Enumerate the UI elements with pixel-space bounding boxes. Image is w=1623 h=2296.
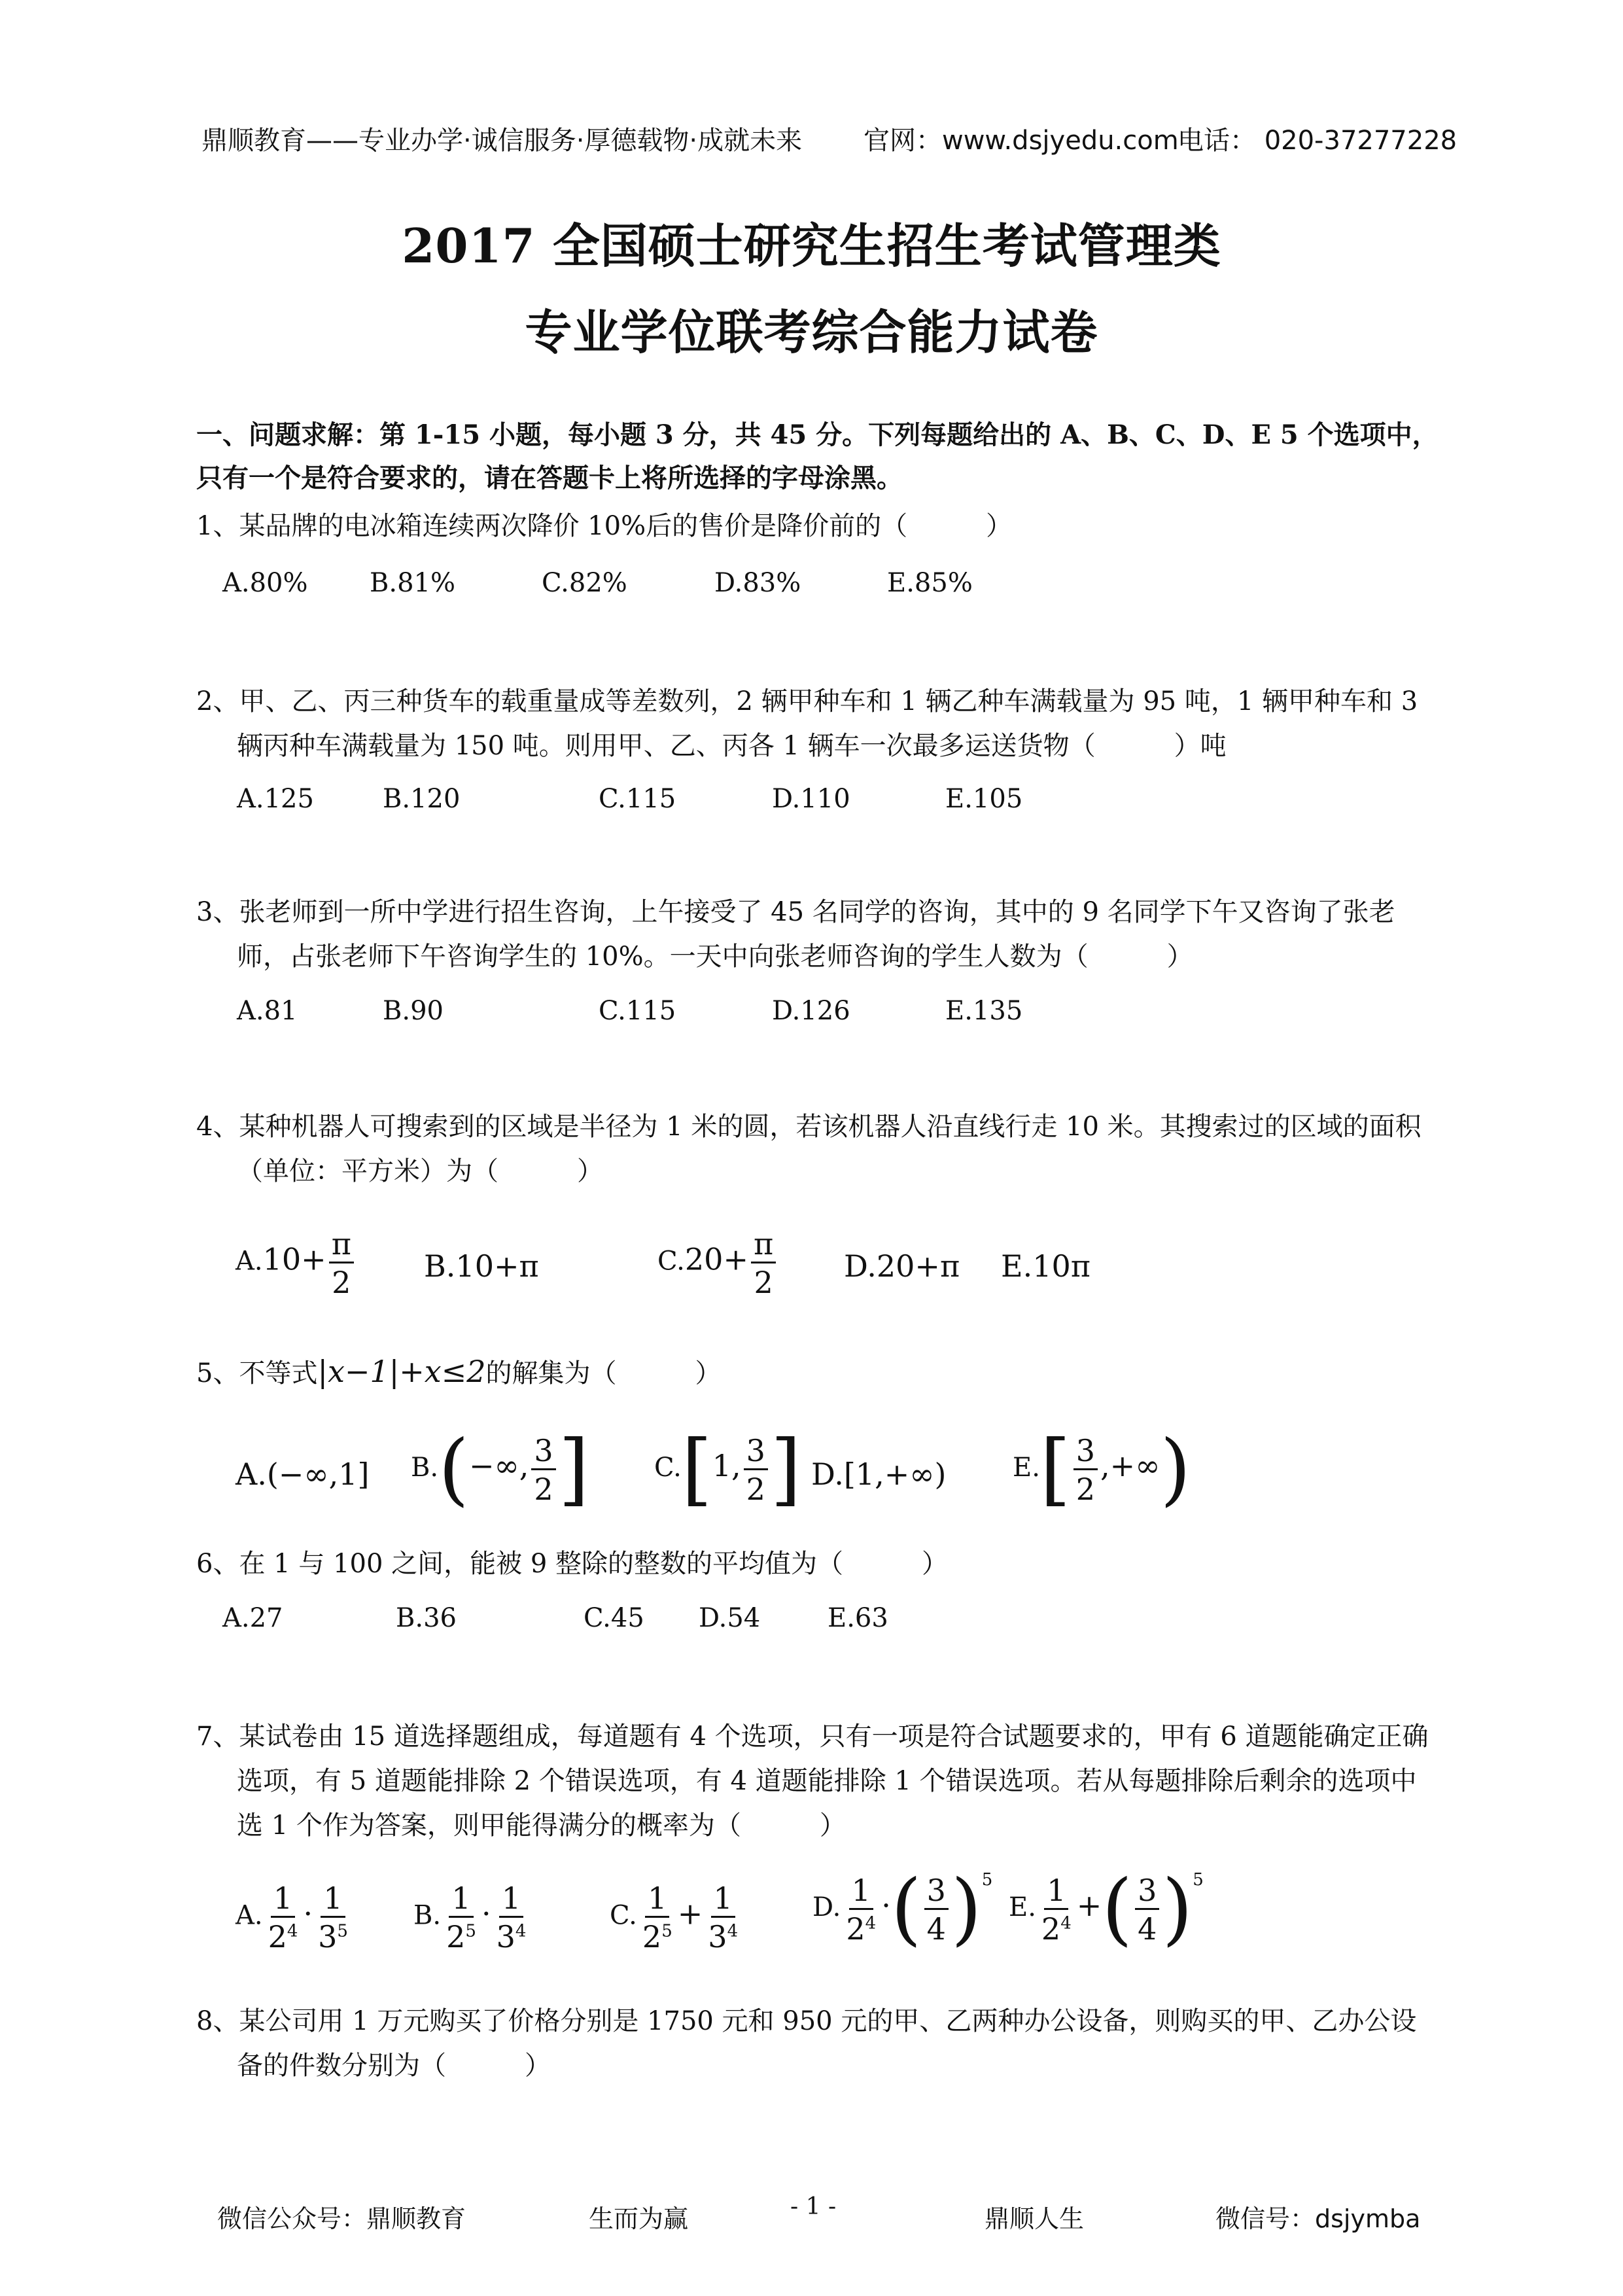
- question-number: 2、: [196, 686, 239, 716]
- option-d: D.54: [699, 1603, 761, 1633]
- option-c: C.45: [584, 1603, 644, 1633]
- option-a: A.(−∞,1]: [236, 1457, 370, 1492]
- option-d: D.126: [772, 996, 850, 1026]
- option-c: C. $\frac{1}{2^5}$ + $\frac{1}{3^4}$: [610, 1881, 739, 1954]
- option-b: B.10+π: [424, 1248, 539, 1284]
- question-text: 在 1 与 100 之间，能被 9 整除的整数的平均值为（ ）: [239, 1549, 948, 1579]
- footer-wechat-public: 微信公众号：鼎顺教育: [217, 2204, 466, 2233]
- option-c: C.20+ $\frac{\pi}{2}$: [657, 1229, 778, 1298]
- question-number: 8、: [196, 2006, 239, 2036]
- option-a: A. $\frac{1}{2^4}$ · $\frac{1}{3^5}$: [236, 1881, 348, 1954]
- option-b: B.81%: [370, 568, 456, 598]
- option-d: D.20+π: [844, 1248, 960, 1284]
- question-6: [196, 1542, 1442, 1586]
- header-website: 官网：www.dsjyedu.com: [864, 126, 1179, 156]
- option-c: C.[1, $\frac{3}{2}$ ]: [654, 1424, 801, 1515]
- inequality-expression: |x−1|+x≤2: [317, 1354, 486, 1389]
- question-text: 某种机器人可搜索到的区域是半径为 1 米的圆，若该机器人沿直线行走 10 米。其搜索过的区域的面积（单位：平方米）为（ ）: [237, 1112, 1422, 1186]
- question-4: [196, 1104, 1442, 1193]
- option-b: B.(−∞, $\frac{3}{2}$ ]: [411, 1424, 589, 1515]
- option-d: D.83%: [714, 568, 801, 598]
- question-number: 4、: [196, 1112, 239, 1142]
- question-3: [196, 890, 1442, 979]
- option-e: E.105: [945, 784, 1023, 814]
- question-text: 某试卷由 15 道选择题组成，每道题有 4 个选项，只有一项是符合试题要求的，甲有 6 道题能确定正确选项，有 5 道题能排除 2 个错误选项，有 4 道题能排除 1 个错误选项。若从每题排除后剩余的选项中选 1 个作为答案，则甲能得满分的概率为（ ）: [237, 1722, 1429, 1841]
- question-1: [196, 504, 1442, 548]
- question-text: 不等式: [239, 1358, 318, 1388]
- question-text-tail: 的解集为（ ）: [485, 1358, 722, 1388]
- page-title-line1: 2017 全国硕士研究生招生考试管理类: [402, 218, 1221, 274]
- question-text: 甲、乙、丙三种货车的载重量成等差数列，2 辆甲种车和 1 辆乙种车满载量为 95 吨，1 辆甲种车和 3 辆丙种车满载量为 150 吨。则用甲、乙、丙各 1 辆车一次最多运送货物（ ）吨: [237, 686, 1418, 761]
- option-d: D.[1,+∞): [811, 1457, 947, 1492]
- option-c: C.115: [599, 784, 676, 814]
- option-a: A.125: [237, 784, 314, 814]
- footer-wechat-id: 微信号：dsjymba: [1215, 2204, 1421, 2233]
- question-number: 3、: [196, 897, 239, 927]
- option-d: D. $\frac{1}{2^4}$ ·( $\frac{3}{4}$ )$^5$: [812, 1863, 993, 1954]
- option-a: A.10+ $\frac{\pi}{2}$: [236, 1229, 357, 1298]
- option-c: C.82%: [542, 568, 627, 598]
- section-instructions: 一、问题求解：第 1-15 小题，每小题 3 分，共 45 分。下列每题给出的 A、B、C、D、E 5 个选项中，只有一个是符合要求的，请在答题卡上将所选择的字母涂黑。: [196, 419, 1439, 493]
- question-text: 某品牌的电冰箱连续两次降价 10%后的售价是降价前的（ ）: [239, 511, 1013, 541]
- option-a: A.81: [237, 996, 298, 1026]
- header-org-slogan: 鼎顺教育——专业办学·诚信服务·厚德载物·成就未来: [201, 126, 803, 156]
- option-e: E.63: [828, 1603, 888, 1633]
- option-a: A.80%: [222, 568, 308, 598]
- footer-slogan: 生而为赢: [589, 2204, 689, 2233]
- question-7: [196, 1714, 1442, 1848]
- question-text: 张老师到一所中学进行招生咨询，上午接受了 45 名同学的咨询，其中的 9 名同学下午又咨询了张老师，占张老师下午咨询学生的 10%。一天中向张老师咨询的学生人数为（ ）: [237, 897, 1395, 972]
- option-b: B.120: [383, 784, 461, 814]
- option-e: E. $\frac{1}{2^4}$ +( $\frac{3}{4}$ )$^5$: [1009, 1863, 1204, 1954]
- question-number: 7、: [196, 1722, 239, 1752]
- question-8: [196, 1999, 1442, 2088]
- option-e: E.[ $\frac{3}{2}$ ,+∞): [1013, 1424, 1191, 1515]
- question-5: [196, 1349, 1442, 1396]
- question-number: 5、: [196, 1358, 239, 1388]
- option-d: D.110: [772, 784, 850, 814]
- option-e: E.135: [945, 996, 1023, 1026]
- option-e: E.10π: [1001, 1248, 1091, 1284]
- question-text: 某公司用 1 万元购买了价格分别是 1750 元和 950 元的甲、乙两种办公设备，则购买的甲、乙办公设备的件数分别为（ ）: [237, 2006, 1417, 2081]
- header-phone: 电话： 020-37277228: [1178, 126, 1457, 156]
- question-2: [196, 679, 1442, 768]
- option-e: E.85%: [887, 568, 973, 598]
- option-b: B.90: [383, 996, 444, 1026]
- option-a: A.27: [222, 1603, 283, 1633]
- page-number: - 1 -: [790, 2193, 837, 2220]
- page-title-line2: 专业学位联考综合能力试卷: [525, 304, 1098, 360]
- option-c: C.115: [599, 996, 676, 1026]
- footer-life: 鼎顺人生: [985, 2204, 1085, 2233]
- option-b: B.36: [396, 1603, 457, 1633]
- question-number: 6、: [196, 1549, 239, 1579]
- question-number: 1、: [196, 511, 239, 541]
- option-b: B. $\frac{1}{2^5}$ · $\frac{1}{3^4}$: [413, 1881, 527, 1954]
